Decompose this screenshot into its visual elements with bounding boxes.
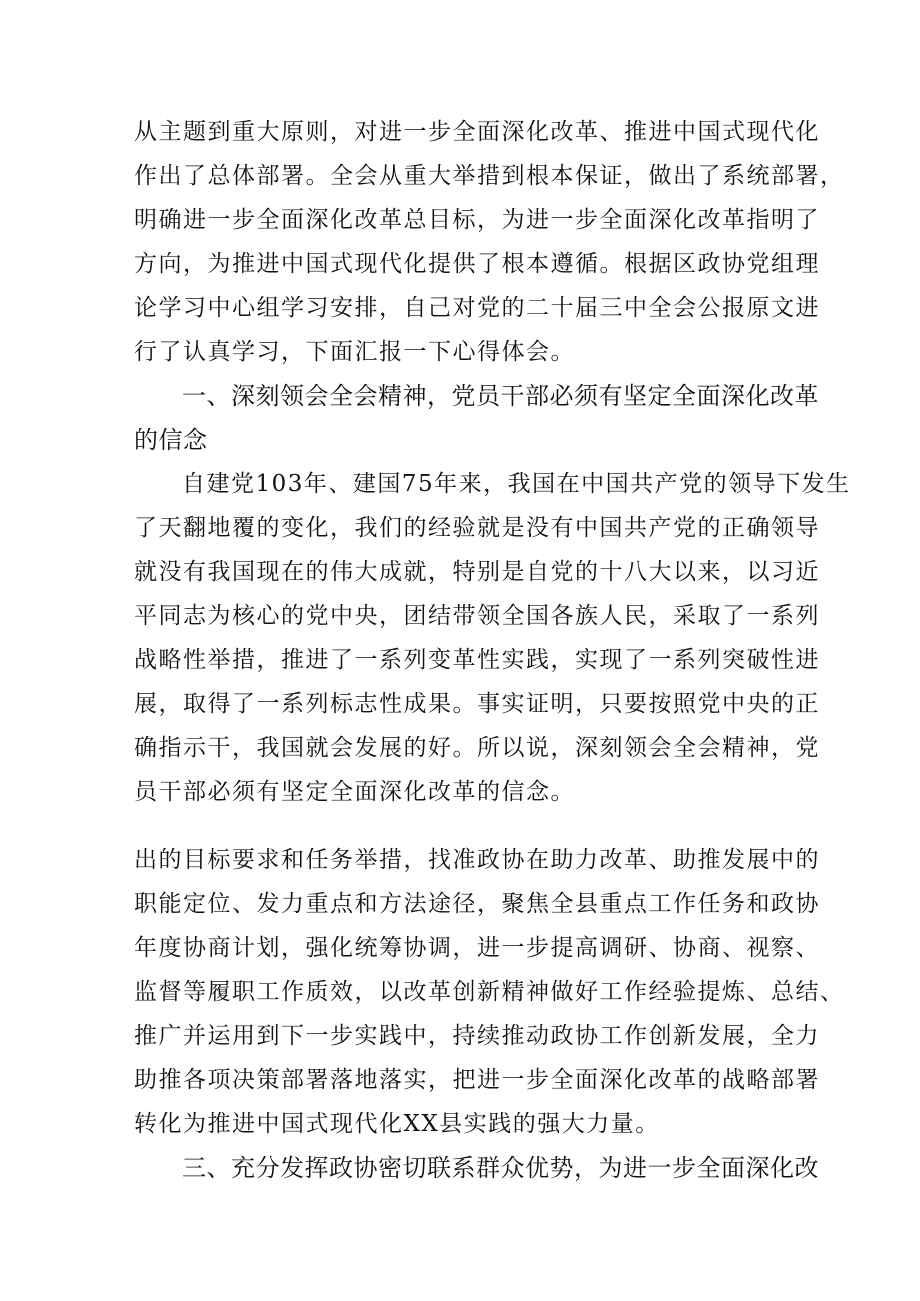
section-heading: 一、深刻领会全会精神，党员干部必须有坚定全面深化改革 [182, 382, 819, 410]
paragraph-line: 论学习中心组学习安排，自己对党的二十届三中全会公报原文进 [134, 295, 820, 321]
paragraph-line: 战略性举措，推进了一系列变革性实践，实现了一系列突破性进 [134, 647, 820, 673]
paragraph-line: 就没有我国现在的伟大成就，特别是自党的十八大以来，以习近 [134, 559, 820, 585]
paragraph-line: 职能定位、发力重点和方法途径，聚焦全县重点工作任务和政协 [134, 891, 820, 917]
paragraph-line: 年度协商计划，强化统筹协调，进一步提高调研、协商、视察、 [134, 935, 820, 961]
paragraph-line: 作出了总体部署。全会从重大举措到根本保证，做出了系统部署， [134, 163, 845, 189]
paragraph-line: 展，取得了一系列标志性成果。事实证明，只要按照党中央的正 [134, 691, 820, 717]
paragraph-line: 自建党103年、建国75年来，我国在中国共产党的领导下发生 [182, 471, 851, 497]
paragraph-line: 转化为推进中国式现代化XX县实践的强大力量。 [134, 1111, 660, 1137]
paragraph-line: 监督等履职工作质效，以改革创新精神做好工作经验提炼、总结、 [134, 979, 845, 1005]
paragraph-line: 确指示干，我国就会发展的好。所以说，深刻领会全会精神，党 [134, 735, 820, 761]
paragraph-line: 方向，为推进中国式现代化提供了根本遵循。根据区政协党组理 [134, 251, 820, 277]
paragraph-line: 员干部必须有坚定全面深化改革的信念。 [134, 779, 575, 805]
section-heading: 的信念 [134, 426, 208, 454]
paragraph-line: 平同志为核心的党中央，团结带领全国各族人民，采取了一系列 [134, 603, 820, 629]
paragraph-line: 行了认真学习，下面汇报一下心得体会。 [134, 339, 575, 365]
paragraph-line: 从主题到重大原则，对进一步全面深化改革、推进中国式现代化 [134, 119, 820, 145]
paragraph-line: 推广并运用到下一步实践中，持续推动政协工作创新发展，全力 [134, 1023, 820, 1049]
paragraph-line: 出的目标要求和任务举措，找准政协在助力改革、助推发展中的 [134, 847, 820, 873]
section-heading: 三、充分发挥政协密切联系群众优势，为进一步全面深化改 [182, 1154, 819, 1182]
paragraph-line: 了天翻地覆的变化，我们的经验就是没有中国共产党的正确领导 [134, 515, 820, 541]
paragraph-line: 助推各项决策部署落地落实，把进一步全面深化改革的战略部署 [134, 1067, 820, 1093]
paragraph-line: 明确进一步全面深化改革总目标，为进一步全面深化改革指明了 [134, 207, 820, 233]
